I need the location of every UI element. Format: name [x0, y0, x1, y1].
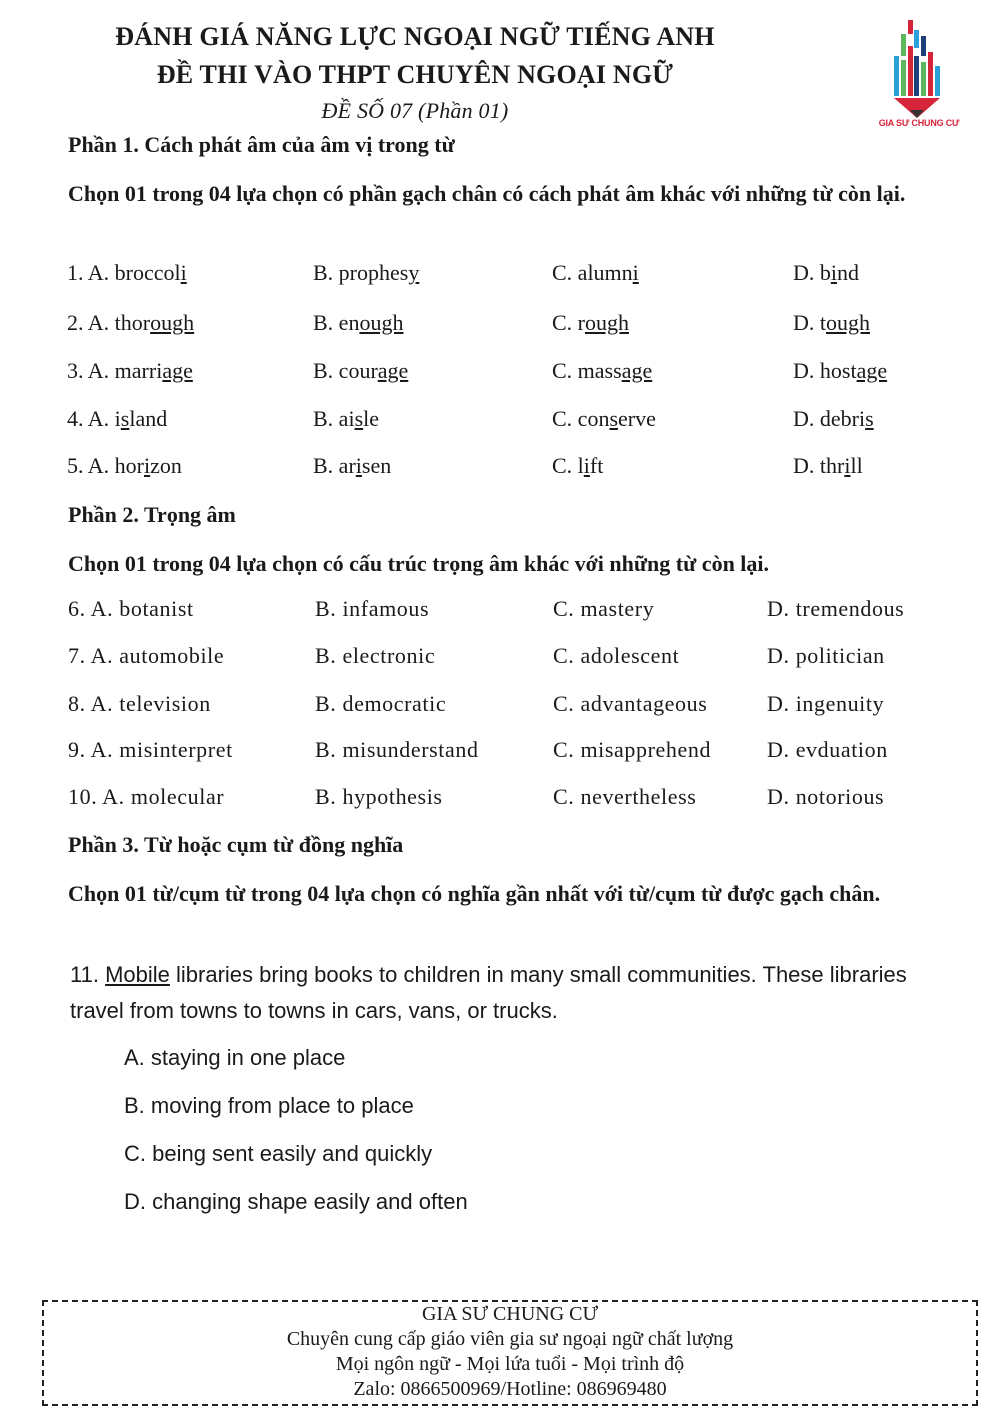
option-text: D. debri — [793, 406, 866, 431]
option-text: B. ai — [313, 406, 355, 431]
answer-option — [552, 453, 603, 479]
option-text: C. r — [552, 310, 585, 335]
option-text: erve — [618, 406, 656, 431]
underlined-part: ough — [150, 310, 195, 335]
part2-instruction: Chọn 01 trong 04 lựa chọn có cấu trúc trọng âm khác với những từ còn lại. — [68, 551, 770, 576]
underlined-part: i — [844, 453, 851, 478]
underlined-part: i — [632, 260, 639, 285]
answer-option: D. ingenuity — [767, 691, 885, 716]
option-text: ll — [850, 453, 863, 478]
answer-option — [793, 358, 887, 384]
answer-option — [67, 310, 194, 336]
part2-heading: Phần 2. Trọng âm — [68, 502, 236, 527]
footer-contact: Zalo: 0866500969/Hotline: 086969480 — [353, 1378, 667, 1400]
logo-label: GIA SƯ CHUNG CƯ — [878, 118, 960, 128]
part1-heading: Phần 1. Cách phát âm của âm vị trong từ — [68, 132, 455, 157]
answer-option — [313, 260, 419, 286]
option-text: B. en — [313, 310, 360, 335]
answer-option: C. mastery — [553, 596, 655, 621]
question-row — [0, 260, 1000, 290]
underlined-part: age — [162, 358, 193, 383]
answer-option — [67, 260, 187, 286]
underlined-part: y — [408, 260, 420, 285]
footer-brand: GIA SƯ CHUNG CƯ — [421, 1303, 599, 1325]
option-text: C. l — [552, 453, 584, 478]
part3-instruction: Chọn 01 từ/cụm từ trong 04 lựa chọn có nghĩa gần nhất với từ/cụm từ được gạch chân. — [68, 881, 881, 906]
underlined-part: i — [830, 260, 838, 285]
option-text: le — [363, 406, 380, 431]
question-row — [0, 453, 1000, 483]
answer-option — [552, 406, 656, 432]
underlined-part: s — [865, 406, 874, 431]
question-row — [0, 784, 1000, 814]
exam-title: ĐÁNH GIÁ NĂNG LỰC NGOẠI NGỮ TIẾNG ANH — [115, 22, 715, 51]
footer-slogan: Mọi ngôn ngữ - Mọi lứa tuổi - Mọi trình độ — [335, 1353, 685, 1375]
underlined-part: i — [583, 453, 590, 478]
question-row — [0, 737, 1000, 767]
option-text: 1. A. broccol — [67, 260, 181, 285]
underlined-part: s — [354, 406, 364, 431]
q11-option-c: C. being sent easily and quickly — [124, 1141, 433, 1166]
question-number: 11. — [70, 962, 99, 987]
answer-option: D. evduation — [767, 737, 888, 762]
answer-option — [793, 310, 870, 336]
option-text: nd — [837, 260, 860, 285]
question-row — [0, 358, 1000, 388]
answer-option: C. advantageous — [553, 691, 708, 716]
question-row — [0, 596, 1000, 626]
answer-option: B. infamous — [315, 596, 430, 621]
underlined-part: s — [609, 406, 619, 431]
answer-option: B. democratic — [315, 691, 447, 716]
part1-instruction: Chọn 01 trong 04 lựa chọn có phần gạch chân có cách phát âm khác với những từ còn lại. — [68, 181, 906, 206]
underlined-part: s — [120, 406, 130, 431]
option-text: C. con — [552, 406, 610, 431]
question-row — [0, 406, 1000, 436]
q11-option-b: B. moving from place to place — [124, 1093, 414, 1118]
option-text: 2. A. thor — [67, 310, 151, 335]
question-11 — [70, 957, 930, 1029]
option-text: B. ar — [313, 453, 356, 478]
answer-option: D. tremendous — [767, 596, 905, 621]
answer-option: B. hypothesis — [315, 784, 443, 809]
question-row — [0, 310, 1000, 340]
answer-option: 8. A. television — [68, 691, 211, 716]
underlined-word: Mobile — [105, 962, 170, 987]
answer-option: D. politician — [767, 643, 885, 668]
answer-option: 10. A. molecular — [68, 784, 225, 809]
option-text: zon — [150, 453, 182, 478]
answer-option: C. misapprehend — [553, 737, 712, 762]
answer-option — [552, 260, 639, 286]
part3-heading: Phần 3. Từ hoặc cụm từ đồng nghĩa — [68, 832, 404, 857]
option-text: C. mass — [552, 358, 622, 383]
q11-option-a: A. staying in one place — [124, 1045, 346, 1070]
underlined-part: i — [144, 453, 151, 478]
exam-subtitle: ĐỀ THI VÀO THPT CHUYÊN NGOẠI NGỮ — [156, 60, 674, 89]
footer-tagline: Chuyên cung cấp giáo viên gia sư ngoại ngữ chất lượng — [286, 1328, 734, 1350]
option-text: B. cour — [313, 358, 378, 383]
answer-option — [793, 406, 874, 432]
option-text: sen — [361, 453, 392, 478]
answer-option: C. adolescent — [553, 643, 680, 668]
answer-option: 6. A. botanist — [68, 596, 194, 621]
option-text: D. t — [793, 310, 826, 335]
question-row — [0, 691, 1000, 721]
underlined-part: ough — [359, 310, 404, 335]
underlined-part: age — [377, 358, 409, 383]
answer-option: B. misunderstand — [315, 737, 479, 762]
answer-option — [313, 453, 391, 479]
option-text: C. alumn — [552, 260, 633, 285]
option-text: ft — [589, 453, 604, 478]
exam-number: ĐỀ SỐ 07 (Phần 01) — [321, 98, 509, 123]
question-row — [0, 643, 1000, 673]
q11-option-d: D. changing shape easily and often — [124, 1189, 468, 1214]
option-text: 3. A. marri — [67, 358, 163, 383]
underlined-part: age — [856, 358, 888, 383]
option-text: land — [129, 406, 168, 431]
answer-option — [793, 260, 859, 286]
option-text: D. b — [793, 260, 831, 285]
answer-option — [313, 358, 408, 384]
footer-box — [42, 1300, 978, 1406]
answer-option: B. electronic — [315, 643, 436, 668]
answer-option — [67, 358, 193, 384]
answer-option — [67, 406, 167, 432]
option-text: 4. A. i — [67, 406, 121, 431]
answer-option — [67, 453, 182, 479]
question-text: libraries bring books to children in many small communities. These libraries travel from towns to towns in cars, vans, or trucks. — [70, 962, 907, 1023]
underlined-part: ough — [585, 310, 629, 335]
option-text: 5. A. hor — [67, 453, 144, 478]
option-text: D. thr — [793, 453, 845, 478]
option-text: B. prophes — [313, 260, 409, 285]
answer-option — [313, 310, 403, 336]
underlined-part: i — [355, 453, 362, 478]
answer-option — [552, 310, 629, 336]
answer-option: D. notorious — [767, 784, 885, 809]
answer-option — [313, 406, 379, 432]
answer-option — [552, 358, 652, 384]
answer-option — [793, 453, 863, 479]
underlined-part: i — [180, 260, 187, 285]
underlined-part: ough — [826, 310, 870, 335]
option-text: D. host — [793, 358, 857, 383]
answer-option: 9. A. misinterpret — [68, 737, 233, 762]
answer-option: C. nevertheless — [553, 784, 697, 809]
answer-option: 7. A. automobile — [68, 643, 225, 668]
underlined-part: age — [621, 358, 653, 383]
